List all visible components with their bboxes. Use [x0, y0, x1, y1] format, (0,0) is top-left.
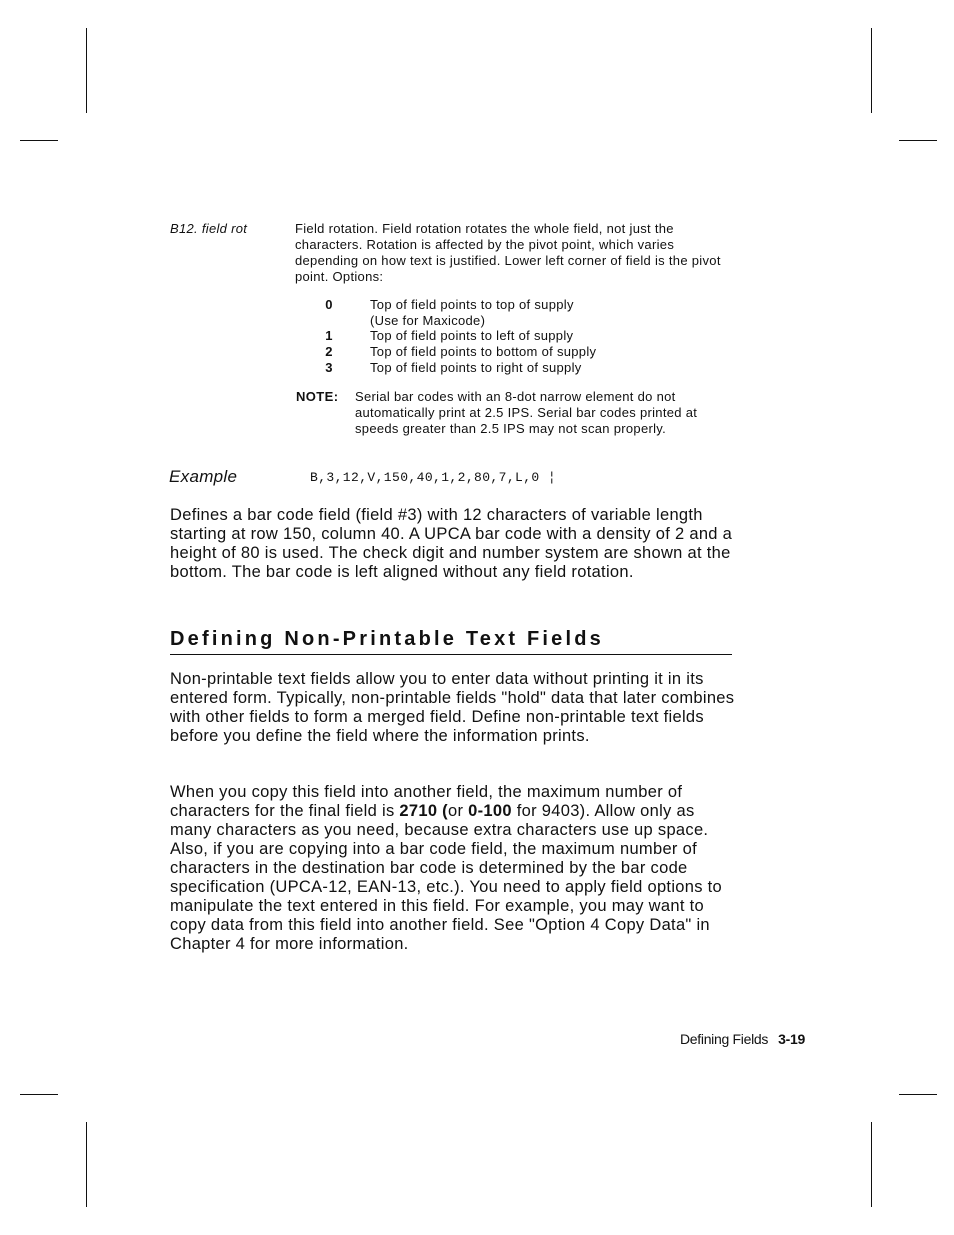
section-paragraph: Non-printable text fields allow you to enter data without printing it in its entered form. Typically, non-printable fields "hold" data that later combines with other fields to form a merged field. Define non-printable text fields before you define the field where the information prints.: [170, 670, 735, 745]
option-row: [322, 344, 742, 360]
paragraph-text: When you copy this field into another field, the maximum number of characters for the final field is: [170, 783, 683, 820]
crop-mark: [899, 1094, 937, 1095]
parameter-description: Field rotation. Field rotation rotates the whole field, not just the characters. Rotation is affected by the pivot point, which varies depending on how text is justified. Lower left corner of field is the pivot point. Options:: [295, 221, 721, 284]
crop-mark: [20, 1094, 58, 1095]
example-label: Example: [169, 467, 238, 486]
crop-mark: [86, 28, 87, 113]
page-footer: [680, 1031, 805, 1047]
paragraph-text: or: [447, 802, 469, 820]
paragraph-text: for 9403). Allow only as many characters as you need, because extra characters use up space. Also, if you are copying into a bar code field, the maximum number of characters in the destination bar code is determined by the bar code specification (UPCA-12, EAN-13, etc.). You need to apply field options to manipulate the text entered in this field. For example, you may want to copy data from this field into another field. See "Option 4 Copy Data" in Chapter 4 for more information.: [170, 802, 723, 953]
section-heading: Defining Non-Printable Text Fields: [170, 628, 605, 650]
example-code: B,3,12,V,150,40,1,2,80,7,L,0 ¦: [310, 470, 557, 485]
footer-section-name: Defining Fields: [680, 1031, 769, 1047]
option-row: [322, 360, 742, 376]
option-row: [322, 328, 742, 344]
section-rule: [170, 654, 732, 655]
parameter-label: B12. field rot: [170, 221, 248, 236]
crop-mark: [871, 1122, 872, 1207]
option-text: Top of field points to top of supply: [370, 297, 574, 312]
option-code: 2: [325, 344, 333, 359]
range-value: 0-100: [468, 802, 512, 820]
option-text: Top of field points to bottom of supply: [370, 344, 597, 359]
note-label: NOTE:: [296, 389, 339, 404]
page-number: 3-19: [778, 1031, 805, 1047]
crop-mark: [20, 140, 58, 141]
max-chars-value: 2710 (: [399, 802, 448, 820]
option-text: Top of field points to right of supply: [370, 360, 582, 375]
option-row: [322, 297, 742, 329]
option-subtext: (Use for Maxicode): [370, 313, 486, 328]
crop-mark: [899, 140, 937, 141]
option-text: Top of field points to left of supply: [370, 328, 574, 343]
note-text: Serial bar codes with an 8-dot narrow element do not automatically print at 2.5 IPS. Serial bar codes printed at speeds greater than 2.5 IPS may not scan properly.: [355, 389, 698, 436]
example-description: Defines a bar code field (field #3) with 12 characters of variable length starting at row 150, column 40. A UPCA bar code with a density of 2 and a height of 80 is used. The check digit and number system are shown at the bottom. The bar code is left aligned without any field rotation.: [170, 506, 733, 581]
crop-mark: [871, 28, 872, 113]
option-code: 3: [325, 360, 333, 375]
option-code: 0: [325, 297, 333, 312]
option-code: 1: [325, 328, 333, 343]
section-paragraph: [170, 783, 735, 954]
crop-mark: [86, 1122, 87, 1207]
